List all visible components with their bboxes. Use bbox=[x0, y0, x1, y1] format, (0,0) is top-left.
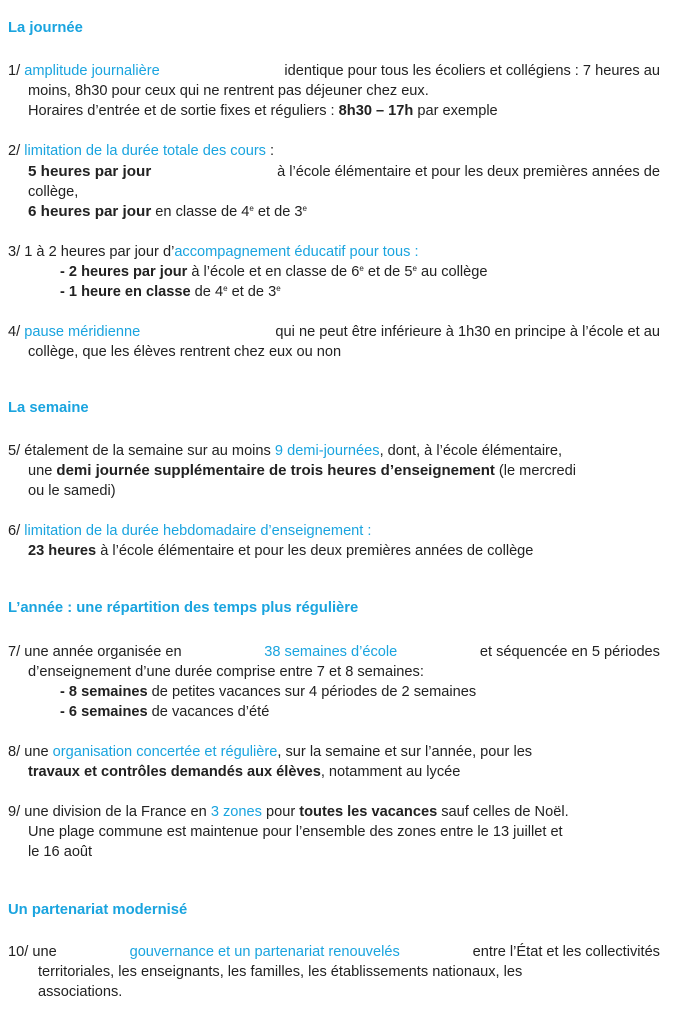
highlight-amplitude: amplitude journalière bbox=[24, 63, 160, 79]
item-2-line-4: 6 heures par jour en classe de 4e et de 3e bbox=[28, 203, 307, 220]
highlight-gouvernance: gouvernance et un partenariat renouvelés bbox=[129, 944, 400, 960]
item-7-line-1: 7/ une année organisée en 38 semaines d’école et séquencée en 5 périodes bbox=[8, 644, 660, 660]
item-7-bullet-1: - 8 semaines de petites vacances sur 4 périodes de 2 semaines bbox=[60, 684, 477, 700]
highlight-accompagnement: accompagnement éducatif pour tous : bbox=[174, 244, 419, 260]
section-heading-semaine: La semaine bbox=[8, 400, 89, 416]
item-7-bullet-2: - 6 semaines de vacances d’été bbox=[60, 704, 270, 720]
section-heading-journee: La journée bbox=[8, 20, 83, 36]
item-4-line-1: 4/ pause méridienne qui ne peut être inférieure à 1h30 en principe à l’école et au bbox=[8, 324, 660, 340]
item-1-line-1: 1/ amplitude journalière identique pour tous les écoliers et collégiens : 7 heures au bbox=[8, 63, 660, 79]
item-9-line-2: Une plage commune est maintenue pour l’ensemble des zones entre le 13 juillet et bbox=[28, 824, 563, 840]
item-2-line-3: collège, bbox=[28, 184, 79, 200]
item-1-line-2: moins, 8h30 pour ceux qui ne rentrent pas déjeuner chez eux. bbox=[28, 83, 429, 99]
highlight-hebdomadaire: limitation de la durée hebdomadaire d’enseignement : bbox=[24, 523, 372, 539]
item-3-line-1: 3/ 1 à 2 heures par jour d’accompagnement éducatif pour tous : bbox=[8, 244, 419, 260]
item-3-bullet-2: - 1 heure en classe de 4e et de 3e bbox=[60, 284, 281, 300]
item-8-line-2: travaux et contrôles demandés aux élèves, notamment au lycée bbox=[28, 764, 461, 780]
highlight-organisation: organisation concertée et régulière bbox=[52, 744, 278, 760]
item-6-line-2: 23 heures à l’école élémentaire et pour les deux premières années de collège bbox=[28, 543, 534, 559]
item-5-line-2: une demi journée supplémentaire de trois heures d’enseignement (le mercredi bbox=[28, 462, 576, 479]
item-10-line-3: associations. bbox=[38, 984, 123, 1000]
item-8-line-1: 8/ une organisation concertée et régulière, sur la semaine et sur l’année, pour les bbox=[8, 744, 533, 760]
item-4-line-2: collège, que les élèves rentrent chez eux ou non bbox=[28, 344, 342, 360]
item-9-line-1: 9/ une division de la France en 3 zones pour toutes les vacances sauf celles de Noël. bbox=[8, 804, 569, 820]
highlight-demi-journees: 9 demi-journées bbox=[274, 443, 380, 459]
item-2-line-2: 5 heures par jour à l’école élémentaire et pour les deux premières années de bbox=[28, 163, 660, 180]
item-2-line-1: 2/ limitation de la durée totale des cours : bbox=[8, 143, 275, 159]
item-5-line-1: 5/ étalement de la semaine sur au moins 9 demi-journées, dont, à l’école élémentaire, bbox=[8, 443, 563, 459]
highlight-pause: pause méridienne bbox=[24, 324, 141, 340]
item-7-line-2: d’enseignement d’une durée comprise entre 7 et 8 semaines: bbox=[28, 664, 424, 680]
item-1-line-3: Horaires d’entrée et de sortie fixes et réguliers : 8h30 – 17h par exemple bbox=[28, 103, 498, 119]
item-3-bullet-1: - 2 heures par jour à l’école et en classe de 6e et de 5e au collège bbox=[60, 264, 488, 280]
section-heading-partenariat: Un partenariat modernisé bbox=[8, 902, 188, 918]
item-9-line-3: le 16 août bbox=[28, 844, 93, 860]
highlight-limitation-cours: limitation de la durée totale des cours bbox=[24, 143, 266, 159]
item-10-line-1: 10/ une gouvernance et un partenariat renouvelés entre l’État et les collectivités bbox=[8, 944, 660, 960]
item-6-line-1: 6/ limitation de la durée hebdomadaire d’enseignement : bbox=[8, 523, 372, 539]
highlight-38-semaines: 38 semaines d’école bbox=[264, 644, 398, 660]
section-heading-annee: L’année : une répartition des temps plus régulière bbox=[8, 600, 359, 616]
item-10-line-2: territoriales, les enseignants, les familles, les établissements nationaux, les bbox=[38, 964, 523, 980]
highlight-3-zones: 3 zones bbox=[210, 804, 262, 820]
item-5-line-3: ou le samedi) bbox=[28, 483, 116, 499]
